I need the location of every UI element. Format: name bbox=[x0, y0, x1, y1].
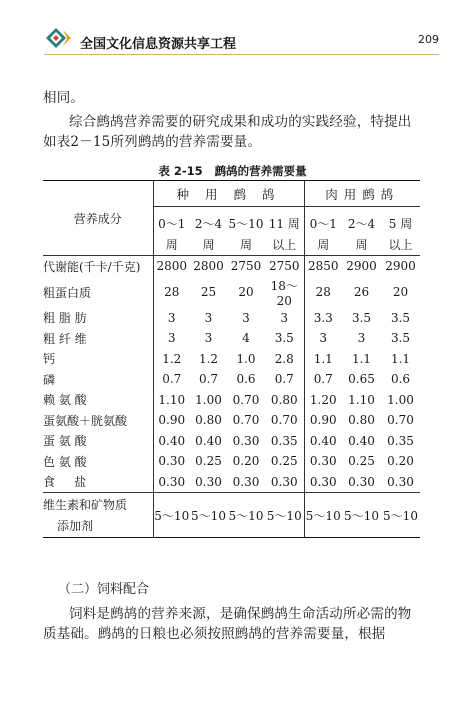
table-cell: 2800 bbox=[153, 256, 190, 277]
table-cell: 28 bbox=[304, 277, 342, 308]
header-title: 全国文化信息资源共享工程 bbox=[80, 37, 237, 52]
table-cell: 0.6 bbox=[390, 372, 411, 387]
age-col-top: 11 周 bbox=[268, 217, 300, 231]
row-label: 粗 脂 肪 bbox=[43, 311, 87, 326]
table-cell: 3.3 bbox=[304, 308, 342, 329]
table-cell: 0.7 bbox=[304, 369, 342, 390]
table-cell: 2750 bbox=[265, 256, 304, 277]
age-col-bottom: 周 bbox=[239, 238, 252, 252]
table-row bbox=[43, 328, 420, 349]
row-label: 钙 bbox=[43, 352, 56, 367]
table-cell: 2850 bbox=[304, 256, 342, 277]
paragraph-2: 综合鹧鸪营养需要的研究成果和成功的实践经验，特提出如表2－15所列鹧鸪的营养需要量。 bbox=[43, 114, 412, 150]
table-row bbox=[43, 472, 420, 493]
table-cell: 0.70 bbox=[232, 392, 260, 407]
page-header bbox=[0, 0, 465, 62]
table-row bbox=[43, 277, 420, 308]
table-cell: 3 bbox=[242, 310, 250, 325]
table-cell: 0.30 bbox=[153, 472, 190, 493]
table-cell: 0.40 bbox=[195, 433, 222, 448]
table-cell: 0.65 bbox=[348, 372, 375, 387]
table-body bbox=[43, 256, 420, 538]
table-cell: 0.6 bbox=[236, 372, 256, 387]
age-col-bottom: 以上 bbox=[388, 238, 413, 252]
table-cell: 0.7 bbox=[198, 372, 219, 387]
table-cell: 2900 bbox=[381, 256, 420, 277]
table-cell: 3.5 bbox=[274, 331, 294, 346]
table-cell: 0.20 bbox=[387, 454, 414, 469]
table-cell: 1.2 bbox=[153, 349, 190, 370]
table-cell: 5～10 bbox=[153, 493, 190, 538]
table-cell: 0.70 bbox=[232, 413, 260, 428]
table-cell: 2800 bbox=[190, 256, 227, 277]
table-cell: 2750 bbox=[227, 256, 265, 277]
table-cell: 1.0 bbox=[236, 351, 256, 366]
table-cell: 0.80 bbox=[270, 392, 298, 407]
age-col-top: 0～1 bbox=[153, 207, 190, 235]
table-cell: 5～10 bbox=[304, 493, 342, 538]
age-col-top: 5 周 bbox=[388, 217, 413, 231]
table-cell: 26 bbox=[353, 285, 370, 299]
table-cell: 0.35 bbox=[270, 433, 298, 448]
table-cell: 2.8 bbox=[274, 351, 294, 366]
table-cell: 1.1 bbox=[351, 351, 372, 366]
row-label: 磷 bbox=[43, 372, 56, 387]
group-breeding: 种 用 鹧 鸪 bbox=[153, 181, 304, 207]
table-cell: 1.1 bbox=[304, 349, 342, 370]
table-cell: 28 bbox=[153, 277, 190, 308]
table-cell: 0.25 bbox=[195, 454, 222, 469]
table-cell: 0.20 bbox=[232, 454, 260, 469]
table-cell: 3 bbox=[357, 331, 366, 346]
table-row bbox=[43, 431, 420, 452]
age-col-bottom: 周 bbox=[202, 238, 215, 252]
table-row bbox=[43, 451, 420, 472]
table-cell: 0.70 bbox=[270, 413, 298, 428]
table-cell: 0.30 bbox=[387, 474, 414, 489]
table-cell: 18～20 bbox=[270, 278, 298, 308]
table-cell: 20 bbox=[392, 285, 409, 299]
table-row bbox=[43, 256, 420, 277]
row-label bbox=[43, 493, 153, 538]
table-row bbox=[43, 369, 420, 390]
row-label-line2: 添加剂 bbox=[57, 519, 94, 533]
table-cell: 3.5 bbox=[351, 310, 372, 325]
table-cell: 25 bbox=[200, 285, 217, 299]
table-cell: 0.25 bbox=[348, 454, 375, 469]
table-cell: 5～10 bbox=[265, 493, 304, 538]
row-label: 色 氨 酸 bbox=[43, 454, 87, 469]
row-header: 营养成分 bbox=[73, 211, 122, 226]
age-col-bottom: 以上 bbox=[272, 238, 297, 252]
table-cell: 3 bbox=[204, 331, 213, 346]
table-cell: 0.80 bbox=[195, 413, 222, 428]
table-cell: 0.30 bbox=[232, 433, 260, 448]
table-cell: 0.40 bbox=[348, 433, 375, 448]
age-col-top: 0～1 bbox=[304, 207, 342, 235]
table-row bbox=[43, 349, 420, 370]
table-cell: 0.30 bbox=[153, 451, 190, 472]
table-cell: 1.10 bbox=[153, 390, 190, 411]
table-cell: 0.40 bbox=[304, 431, 342, 452]
table-row bbox=[43, 308, 420, 329]
age-col-top: 2～4 bbox=[194, 217, 223, 231]
table-cell: 5～10 bbox=[342, 493, 381, 538]
row-label: 食 盐 bbox=[43, 475, 87, 490]
nutrition-table bbox=[43, 180, 420, 538]
age-col-top: 2～4 bbox=[347, 217, 376, 231]
table-cell: 2900 bbox=[342, 256, 381, 277]
table-cell: 0.30 bbox=[304, 472, 342, 493]
table-cell: 0.90 bbox=[153, 410, 190, 431]
table-caption: 鹧鸪的营养需要量 bbox=[214, 164, 307, 178]
table-cell: 5～10 bbox=[381, 493, 420, 538]
table-number: 表 2-15 bbox=[158, 164, 203, 178]
table-cell: 3 bbox=[280, 310, 289, 325]
table-title bbox=[0, 163, 465, 179]
table-cell: 1.20 bbox=[304, 390, 342, 411]
section-heading: （二）饲料配合 bbox=[58, 582, 150, 597]
table-cell: 0.30 bbox=[304, 451, 342, 472]
paragraph-3: 饲料是鹧鸪的营养来源，是确保鹧鸪生命活动所必需的物质基础。鹧鸪的日粮也必须按照鹧鸪的营养需要量，根据 bbox=[43, 606, 412, 642]
table-cell: 0.25 bbox=[270, 454, 298, 469]
table-cell: 0.7 bbox=[274, 372, 294, 387]
row-label: 蛋氨酸＋胱氨酸 bbox=[43, 413, 128, 428]
header-rule bbox=[44, 54, 439, 55]
table-cell: 20 bbox=[238, 285, 254, 299]
table-cell: 3 bbox=[153, 328, 190, 349]
row-label: 蛋 氨 酸 bbox=[43, 434, 87, 449]
table-cell: 0.30 bbox=[348, 474, 375, 489]
age-col-top: 5～10 bbox=[228, 217, 264, 231]
row-label: 粗 纤 维 bbox=[43, 331, 87, 346]
page-number: 209 bbox=[418, 33, 439, 46]
diamond-logo-icon bbox=[44, 26, 74, 50]
row-label: 代谢能(千卡/千克) bbox=[43, 256, 153, 277]
table-cell: 0.35 bbox=[387, 433, 414, 448]
table-cell: 4 bbox=[242, 331, 250, 346]
table-cell: 5～10 bbox=[190, 493, 227, 538]
age-col-bottom: 周 bbox=[355, 238, 368, 252]
row-label: 赖 氨 酸 bbox=[43, 393, 87, 408]
table-cell: 0.7 bbox=[153, 369, 190, 390]
table-cell: 1.1 bbox=[390, 351, 411, 366]
table-cell: 0.70 bbox=[387, 413, 414, 428]
table-cell: 3 bbox=[204, 310, 213, 325]
table-cell: 0.90 bbox=[304, 410, 342, 431]
table-cell: 3 bbox=[304, 328, 342, 349]
table-cell: 3.5 bbox=[390, 310, 411, 325]
age-col-bottom: 周 bbox=[304, 234, 342, 256]
table-cell: 0.80 bbox=[348, 413, 375, 428]
age-col-bottom: 周 bbox=[153, 234, 190, 256]
table-cell: 3.5 bbox=[390, 331, 411, 346]
table-row bbox=[43, 390, 420, 411]
table-cell: 5～10 bbox=[227, 493, 265, 538]
table-row bbox=[43, 493, 420, 538]
table-cell: 1.2 bbox=[198, 351, 219, 366]
row-label: 粗蛋白质 bbox=[43, 285, 92, 300]
table-cell: 0.40 bbox=[153, 431, 190, 452]
table-cell: 3 bbox=[153, 308, 190, 329]
row-label-line1: 维生素和矿物质 bbox=[43, 498, 128, 512]
table-row bbox=[43, 410, 420, 431]
paragraph-1: 相同。 bbox=[43, 90, 85, 106]
table-cell: 1.00 bbox=[387, 392, 414, 407]
table-cell: 0.30 bbox=[270, 474, 298, 489]
table-cell: 0.30 bbox=[232, 474, 260, 489]
table-cell: 1.00 bbox=[195, 392, 222, 407]
group-meat: 肉用鹧鸪 bbox=[304, 181, 420, 207]
table-cell: 1.10 bbox=[348, 392, 375, 407]
table-cell: 0.30 bbox=[195, 474, 222, 489]
